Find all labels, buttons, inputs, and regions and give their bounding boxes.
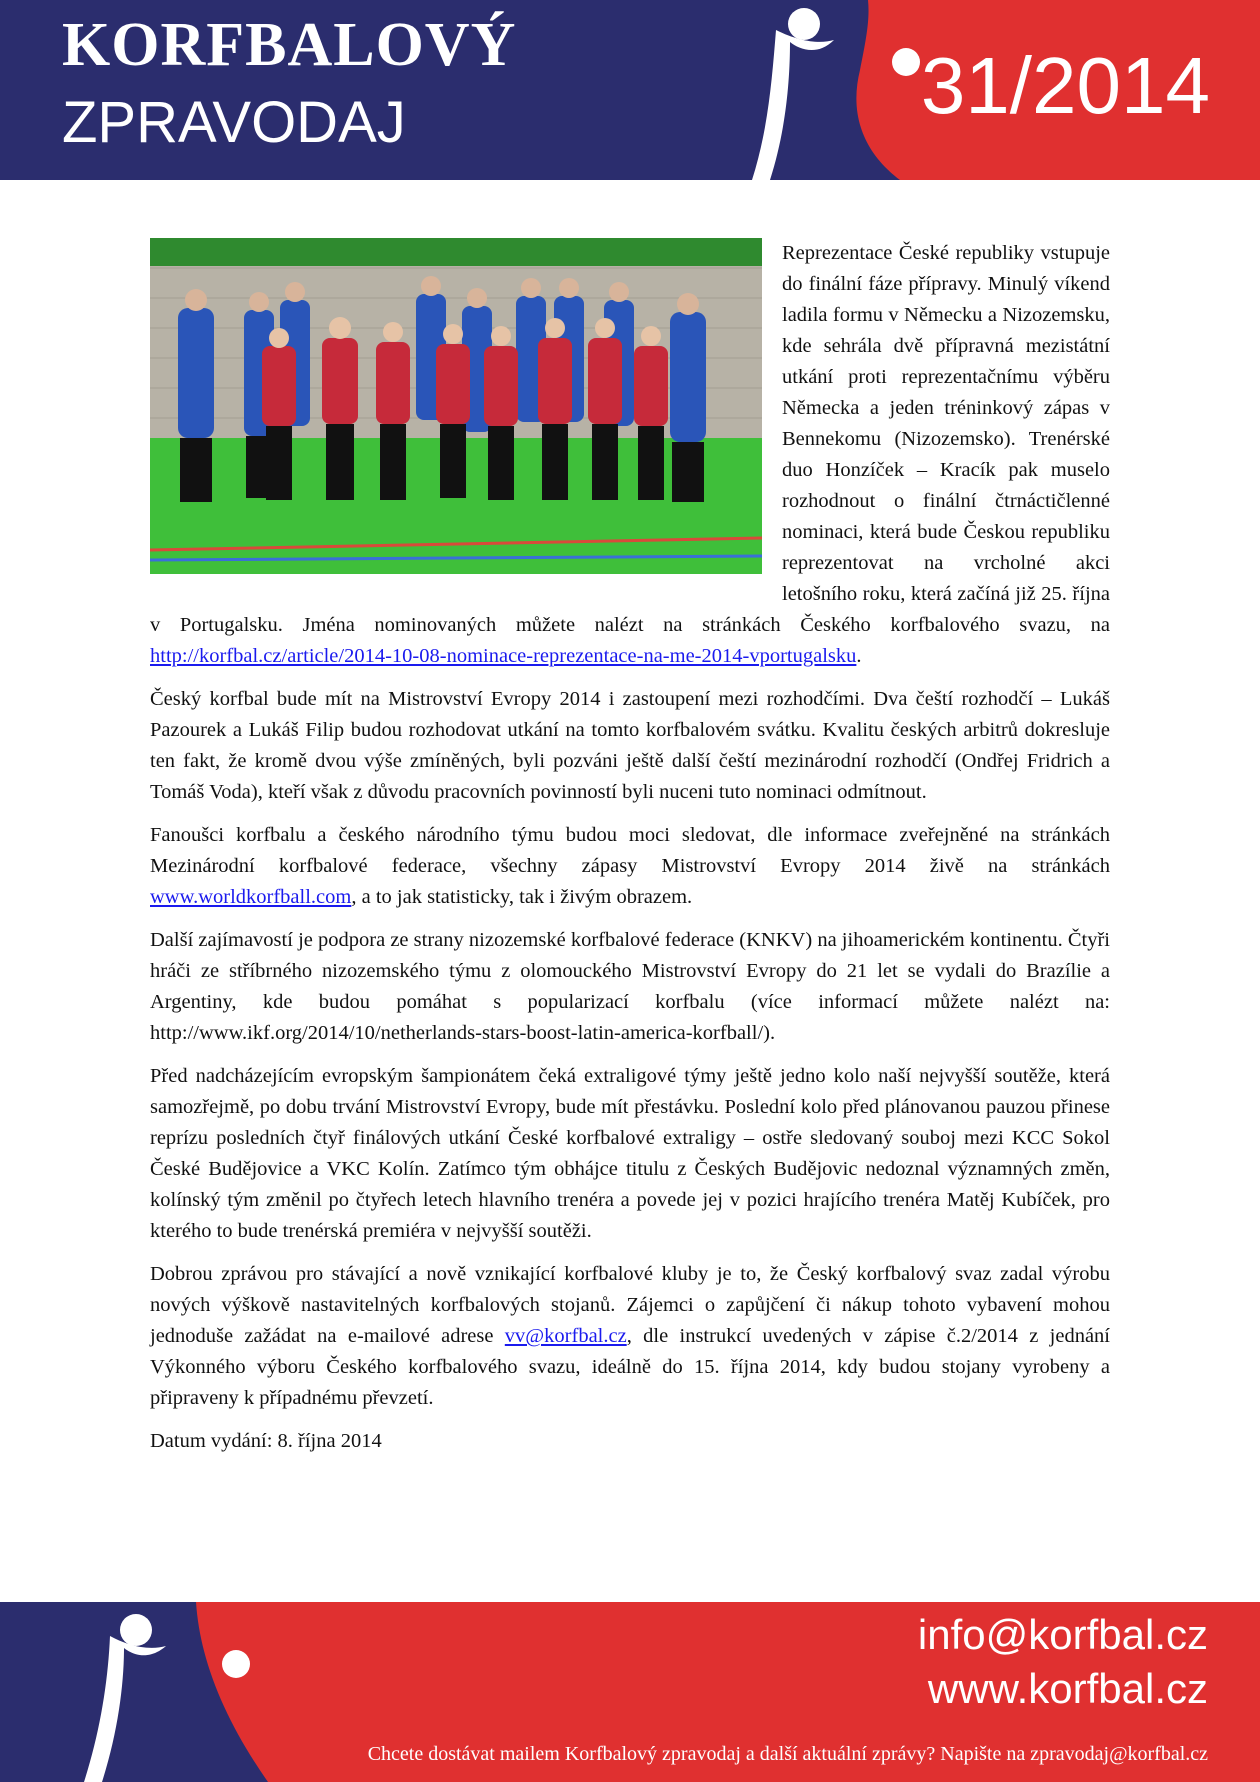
vv-email-link[interactable]: vv@korfbal.cz	[504, 1325, 627, 1347]
footer-subscribe-note: Chcete dostávat mailem Korfbalový zpravodaj a další aktuální zprávy? Napište na zpravodaj@korfbal.cz	[367, 1743, 1208, 1765]
footer-email[interactable]: info@korfbal.cz	[917, 1611, 1208, 1658]
article-body	[150, 238, 1110, 1469]
paragraph-knkv-end: ).	[763, 1022, 776, 1044]
nomination-link[interactable]: http://korfbal.cz/article/2014-10-08-nominace-reprezentace-na-me-2014-vportugalsku	[150, 645, 857, 667]
paragraph-stands-end: , dle instrukcí uvedených v zápise č.2/2014 z jednání Výkonného výboru Českého korfbalového svazu, ideálně do 15. října 2014, kdy budou stojany vyrobeny a připraveny k případnému převzetí.	[150, 1325, 1110, 1409]
paragraph-live-stream	[150, 820, 1110, 913]
paragraph-referees: Český korfbal bude mít na Mistrovství Evropy 2014 i zastoupení mezi rozhodčími. Dva čeští rozhodčí – Lukáš Pazourek a Lukáš Filip budou rozhodovat utkání na tomto korfbalovém svátku. Kvalitu českých arbitrů dokresluje ten fakt, že kromě dvou výše zmíněných, byli pozváni ještě další čeští mezinárodní rozhodčí (Ondřej Fridrich a Tomáš Voda), kteří však z důvodu pracovních povinností byli nuceni tuto nominaci odmítnout.	[150, 688, 1110, 803]
paragraph-knkv	[150, 925, 1110, 1049]
page-header	[0, 0, 1260, 180]
paragraph-stands	[150, 1259, 1110, 1414]
paragraph-national-team-end: .	[856, 645, 862, 667]
paragraph-live-stream-text: Fanoušci korfbalu a českého národního týmu budou moci sledovat, dle informace zveřejněné na stránkách Mezinárodní korfbalové federace, všechny zápasy Mistrovství Evropy 2014 živě na stránkách	[150, 824, 1110, 877]
paragraph-stands-text: Dobrou zprávou pro stávající a nově vznikající korfbalové kluby je to, že Český korfbalový svaz zadal výrobu nových výškově nastavitelných korfbalových stojanů. Zájemci o zapůjčení či nákup tohoto vybavení mohou jednoduše zažádat na e-mailové adrese	[150, 1263, 1110, 1347]
newsletter-title: KORFBALOVÝ	[62, 11, 517, 79]
ikf-url: http://www.ikf.org/2014/10/netherlands-stars-boost-latin-america-korfball/	[150, 1022, 764, 1044]
footer-website[interactable]: www.korfbal.cz	[927, 1665, 1208, 1712]
worldkorfball-link[interactable]: www.worldkorfball.com	[150, 886, 352, 908]
release-date: Datum vydání: 8. října 2014	[150, 1430, 382, 1452]
team-photo	[150, 238, 762, 574]
paragraph-national-team-text: Reprezentace České republiky vstupuje do finální fáze přípravy. Minulý víkend ladila formu v Německu a Nizozemsku, kde sehrála dvě přípravná mezistátní utkání proti reprezentačnímu výběru Německa a jeden tréninkový zápas v Bennekomu (Nizozemsko). Trenérské duo Honzíček – Kracík pak muselo rozhodnout o finální čtrnáctičlenné nominaci, která bude Českou republiku reprezentovat na vrcholné akci letošního roku, která začíná již 25. října v Portugalsku. Jména nominovaných můžete nalézt na stránkách Českého korfbalového svazu, na	[150, 242, 1110, 636]
paragraph-knkv-text: Další zajímavostí je podpora ze strany nizozemské korfbalové federace (KNKV) na jihoamerickém kontinentu. Čtyři hráči ze stříbrného nizozemského týmu z olomouckého Mistrovství Evropy do 21 let se vydali do Brazílie a Argentiny, kde budou pomáhat s popularizací korfbalu (více informací můžete nalézt na:	[150, 929, 1110, 1013]
paragraph-live-stream-end: , a to jak statisticky, tak i živým obrazem.	[351, 886, 693, 908]
paragraph-extraliga: Před nadcházejícím evropským šampionátem čeká extraligové týmy ještě jedno kolo naší nejvyšší soutěže, která samozřejmě, po dobu trvání Mistrovství Evropy, bude mít přestávku. Poslední kolo před plánovanou pauzou přinese reprízu posledních čtyř finálových utkání České korfbalové extraligy – ostře sledovaný souboj mezi KCC Sokol České Budějovice a VKC Kolín. Zatímco tým obhájce titulu z Českých Budějovic nedoznal významných změn, kolínský tým změnil po čtyřech letech hlavního trenéra a povede jej v pozici hrajícího trenéra Matěj Kubíček, pro kterého to bude trenérská premiéra v nejvyšší soutěži.	[150, 1065, 1110, 1242]
newsletter-subtitle: ZPRAVODAJ	[62, 90, 406, 155]
team-photo-image	[150, 238, 762, 574]
issue-number: 31/2014	[920, 41, 1210, 130]
page-footer	[0, 1602, 1260, 1782]
